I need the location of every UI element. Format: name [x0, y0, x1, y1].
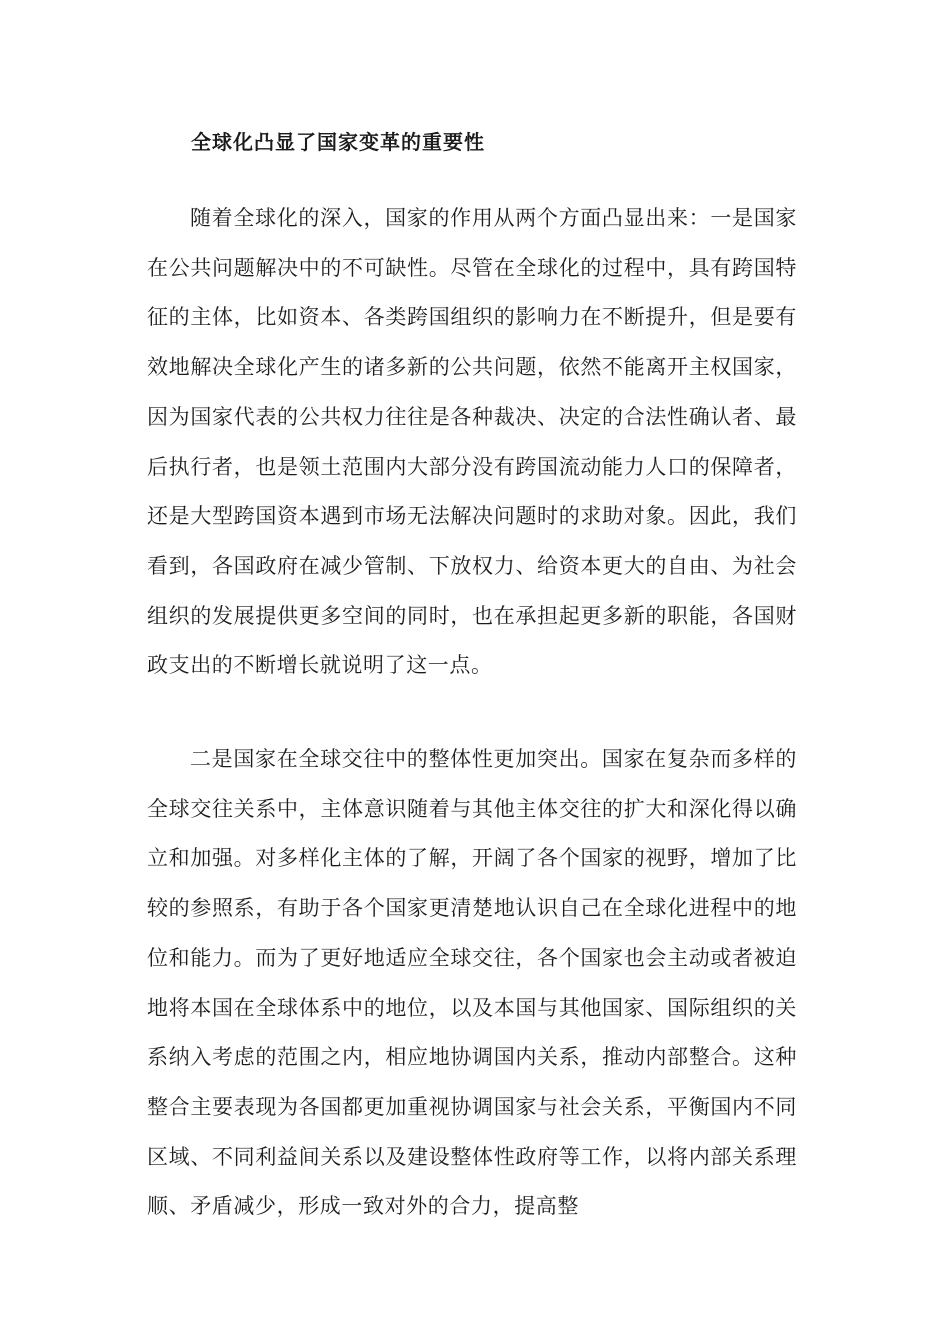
paragraph-1: 随着全球化的深入，国家的作用从两个方面凸显出来：一是国家在公共问题解决中的不可缺性。尽管在全球化的过程中，具有跨国特征的主体，比如资本、各类跨国组织的影响力在不断提升，但是要有效地解决全球化产生的诸多新的公共问题，依然不能离开主权国家，因为国家代表的公共权力往往是各种裁决、决定的合法性确认者、最后执行者，也是领土范围内大部分没有跨国流动能力人口的保障者，还是大型跨国资本遇到市场无法解决问题时的求助对象。因此，我们看到，各国政府在减少管制、下放权力、给资本更大的自由、为社会组织的发展提供更多空间的同时，也在承担起更多新的职能，各国财政支出的不断增长就说明了这一点。 — [147, 206, 797, 678]
document-title: 全球化凸显了国家变革的重要性 — [191, 130, 485, 154]
paragraph-2: 二是国家在全球交往中的整体性更加突出。国家在复杂而多样的全球交往关系中，主体意识随着与其他主体交往的扩大和深化得以确立和加强。对多样化主体的了解，开阔了各个国家的视野，增加了比较的参照系，有助于各个国家更清楚地认识自己在全球化进程中的地位和能力。而为了更好地适应全球交往，各个国家也会主动或者被迫地将本国在全球体系中的地位，以及本国与其他国家、国际组织的关系纳入考虑的范围之内，相应地协调国内关系，推动内部整合。这种整合主要表现为各国都更加重视协调国家与社会关系，平衡国内不同区域、不同利益间关系以及建设整体性政府等工作，以将内部关系理顺、矛盾减少，形成一致对外的合力，提高整 — [147, 747, 797, 1219]
